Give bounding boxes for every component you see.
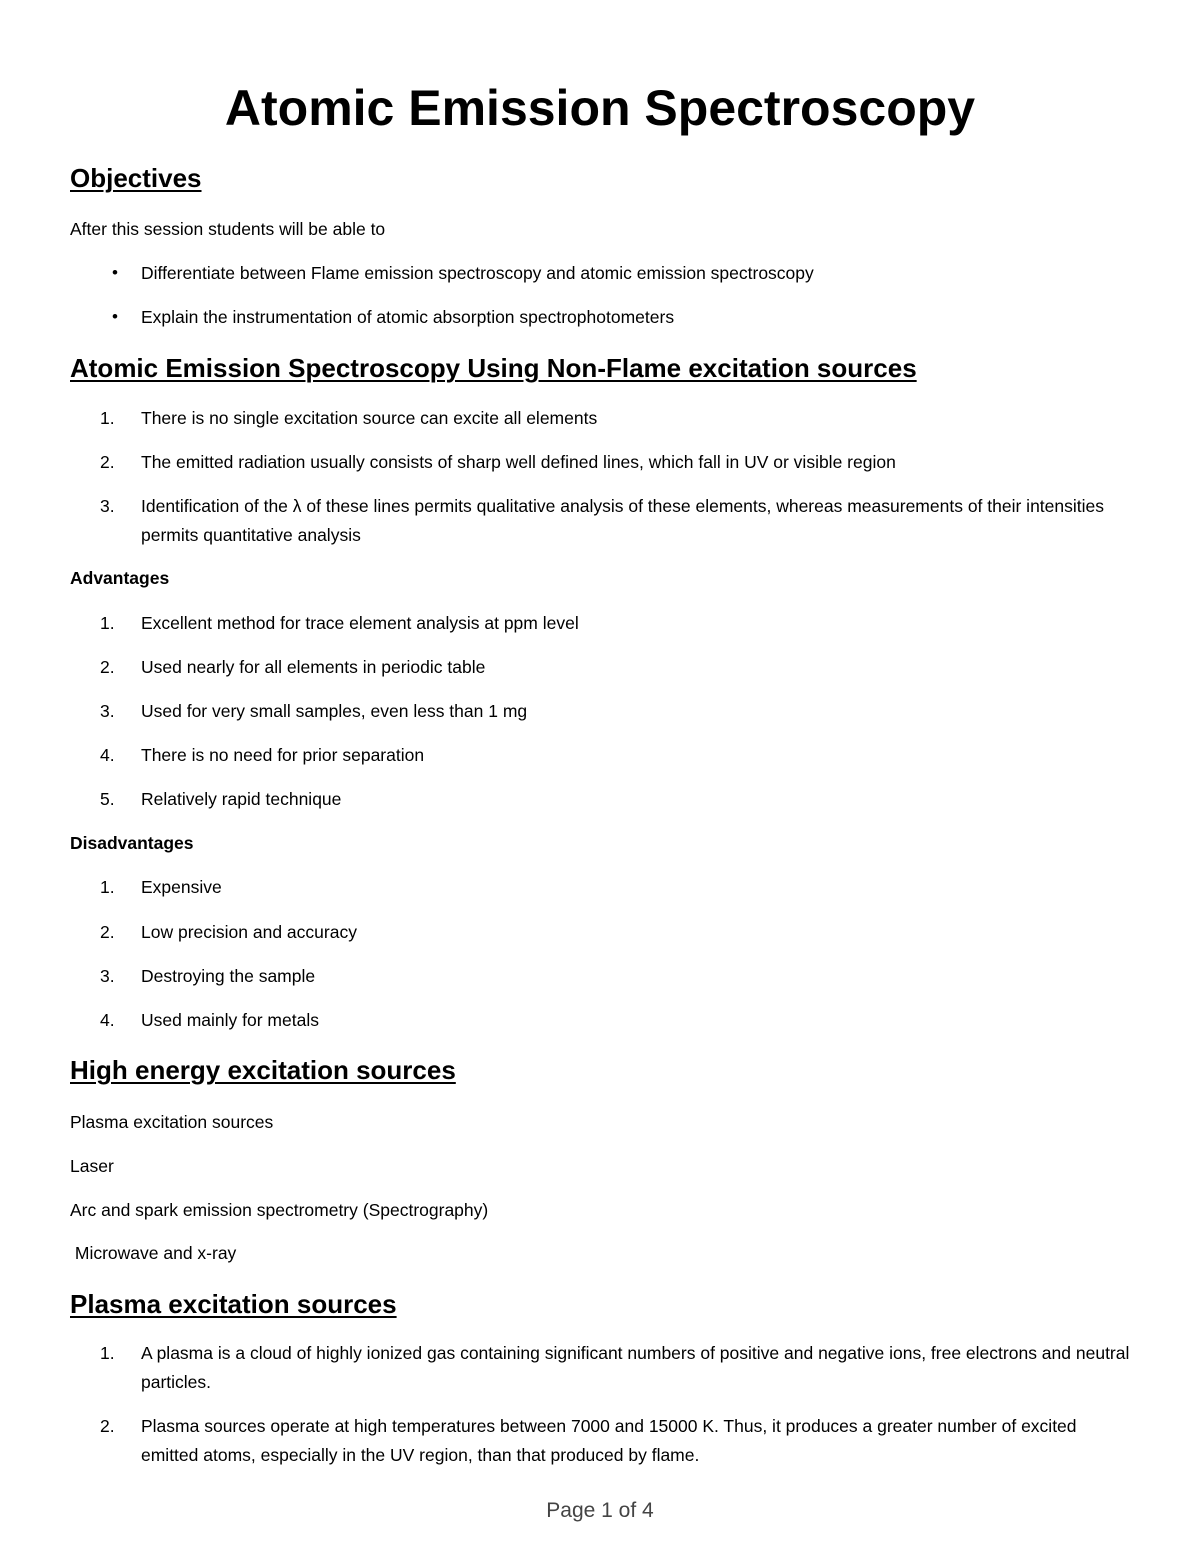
list-item-text: Excellent method for trace element analysis at ppm level (141, 613, 579, 633)
list-number: 4. (100, 745, 115, 765)
list-item-text: Relatively rapid technique (141, 789, 342, 809)
list-number: 3. (100, 966, 115, 986)
list-item (100, 741, 1130, 770)
list-number: 1. (100, 877, 115, 897)
objective-bullet-2: Explain the instrumentation of atomic absorption spectrophotometers (141, 307, 675, 327)
list-number: 1. (100, 408, 115, 428)
list-item (100, 448, 1130, 477)
advantages-heading: Advantages (70, 568, 170, 588)
disadvantages-heading: Disadvantages (70, 833, 194, 853)
list-number: 2. (100, 452, 115, 472)
high-energy-line: Laser (70, 1156, 114, 1176)
objective-bullet-1: Differentiate between Flame emission spectroscopy and atomic emission spectroscopy (141, 263, 814, 283)
objectives-heading: Objectives (70, 163, 202, 193)
list-number: 2. (100, 922, 115, 942)
list-item-text: Expensive (141, 877, 222, 897)
bullet-icon: • (112, 263, 118, 282)
list-number: 3. (100, 496, 115, 516)
list-item-text: Plasma sources operate at high temperatures between 7000 and 15000 K. Thus, it produces a greater number of excited emitted atoms, especially in the UV region, than that produced by flame. (141, 1416, 1077, 1465)
high-energy-line: Microwave and x-ray (70, 1243, 237, 1263)
high-energy-line: Arc and spark emission spectrometry (Spectrography) (70, 1200, 489, 1220)
list-number: 3. (100, 701, 115, 721)
list-number: 2. (100, 657, 115, 677)
list-item-text: The emitted radiation usually consists of sharp well defined lines, which fall in UV or visible region (141, 452, 896, 472)
list-item (100, 1339, 1130, 1397)
list-item-text: Destroying the sample (141, 966, 316, 986)
list-number: 1. (100, 1343, 115, 1363)
list-number: 1. (100, 613, 115, 633)
list-item (100, 962, 1130, 991)
list-item-text: Used nearly for all elements in periodic table (141, 657, 486, 677)
list-item (100, 918, 1130, 947)
list-item-text: There is no need for prior separation (141, 745, 425, 765)
list-item-text: Used mainly for metals (141, 1010, 319, 1030)
list-item-text: There is no single excitation source can excite all elements (141, 408, 598, 428)
list-item-text: Identification of the λ of these lines permits qualitative analysis of these elements, whereas measurements of their intensities permits quantitative analysis (141, 496, 1104, 545)
list-item (100, 697, 1130, 726)
high-energy-heading: High energy excitation sources (70, 1055, 456, 1085)
list-item (100, 1412, 1130, 1470)
list-item-text: Low precision and accuracy (141, 922, 357, 942)
objectives-intro: After this session students will be able to (70, 219, 386, 239)
list-item (100, 404, 1130, 433)
page-indicator: Page 1 of 4 (546, 1499, 654, 1522)
list-item-text: A plasma is a cloud of highly ionized gas containing significant numbers of positive and negative ions, free electrons and neutral particles. (141, 1343, 1130, 1392)
list-item (100, 785, 1130, 814)
list-item (100, 653, 1130, 682)
list-item (100, 492, 1130, 550)
plasma-heading: Plasma excitation sources (70, 1289, 397, 1319)
list-item (100, 873, 1130, 902)
list-number: 4. (100, 1010, 115, 1030)
bullet-icon: • (112, 307, 118, 326)
high-energy-line: Plasma excitation sources (70, 1112, 274, 1132)
document-title: Atomic Emission Spectroscopy (224, 80, 976, 136)
list-number: 2. (100, 1416, 115, 1436)
list-item (100, 609, 1130, 638)
list-item (100, 1006, 1130, 1035)
list-item-text: Used for very small samples, even less than 1 mg (141, 701, 528, 721)
non-flame-heading: Atomic Emission Spectroscopy Using Non-Flame excitation sources (70, 353, 917, 383)
list-number: 5. (100, 789, 115, 809)
